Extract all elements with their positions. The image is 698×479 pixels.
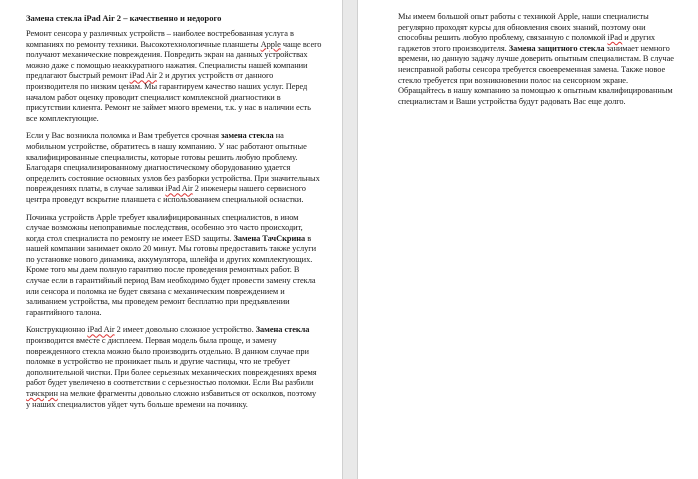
text-run: 2 имеет довольно сложное устройство.: [114, 325, 256, 335]
bold-keyword: Замена ТачСкрина: [233, 233, 306, 243]
page-right[interactable]: [358, 0, 698, 479]
text-run: на мелкие фрагменты довольно сложно избавиться от осколков, поэтому у наших специалистов уйдет чуть больше времени на починку.: [26, 389, 317, 409]
text-run: чаще всего получают механические повреждения. Повредить экран на данных устройствах можно даже с помощью неаккуратного нажатия. Специалисты нашей компании предлагают быстрый ремонт: [26, 39, 322, 81]
paragraph: [26, 131, 322, 205]
bold-keyword: Замена стекла: [255, 325, 310, 335]
spellcheck-word: iPad Air: [87, 325, 115, 335]
paragraph: [26, 29, 322, 124]
spellcheck-word: тачскрин: [26, 389, 58, 398]
text-run: производится вместе с дисплеем. Первая модель была проще, и замену поврежденного стекла можно было производить отдельно. В данном случае при поломке в устройство не проникает пыль и другие частицы, что не требует дополнительной чистки. При более серьезных механических повреждениях время работ будет увеличено в соответствии с серьезностью поломки. Если Вы разбили: [26, 336, 317, 388]
paragraph: [398, 12, 676, 107]
right-page-body: [398, 12, 676, 107]
text-run: в нашей компании занимает около 20 минут. Мы готовы предоставить также услуги по установке нового динамика, аккумулятора, шлейфа и других комплектующих. Кроме того мы даем полную гарантию после проведения ремонтных работ. В случае если в гарантийный период Вам необходимо будет провести замену стекла или сенсора и поломка не будет связана с механическим повреждением и заливанием устройства, мы проведем ремонт бесплатно при предъявлении гарантийного талона.: [26, 233, 317, 317]
text-run: Ремонт сенсора у различных устройств – наиболее востребованная услуга в компаниях по ремонту техники. Высокотехнологичные планшеты: [26, 29, 294, 49]
spellcheck-word: iPad: [607, 33, 623, 43]
text-run: и других гаджетов этого производителя.: [398, 33, 656, 53]
spellcheck-word: iPad Air: [129, 71, 157, 81]
text-run: занимает немного времени, но данную задачу лучше доверить опытным специалистам. В случае неисправной работы сенсора требуется своевременная замена. Также новое стекло требуется при возникновении полос на сенсорном экране. Обращайтесь в нашу компанию за помощью к опытным квалифицированным специалистам и Ваши устройства будут радовать Вас еще долго.: [398, 43, 674, 106]
text-run: Починка устройств Apple требует квалифицированных специалистов, в ином случае возможны непоправимые последствия, особенно это часто происходит, когда стол специалиста по ремонту не имеет ESD защиты.: [26, 212, 303, 243]
paragraph: [26, 213, 322, 319]
spellcheck-word: Apple: [260, 39, 281, 49]
text-run: 2 инженеры нашего сервисного центра проведут вскрытие планшета с использованием специальной оснастки.: [26, 184, 306, 204]
text-run: Конструкционно: [26, 325, 88, 335]
text-run: 2 и других устройств от данного производителя по низким ценам. Мы гарантируем качество наших услуг. Перед началом работ оценку проводит специалист комплексной диагностики в присутствии клиента. Ремонт не займет много времени, т.к. у нас в наличии есть все комплектующие.: [26, 71, 311, 123]
text-run: на мобильном устройстве, обратитесь в нашу компанию. У нас работают опытные квалифицированные специалисты, которые готовы решить любую проблему. Благодаря специализированному диагностическому оборудованию удается определить состояние основных узлов без разборки устройства. При значительных повреждениях платы, в случае заливки: [26, 131, 320, 194]
page-left[interactable]: [0, 0, 342, 479]
bold-keyword: Замена защитного стекла: [508, 43, 605, 53]
text-run: Мы имеем большой опыт работы с техникой Apple, наши специалисты регулярно проходят курсы для обновления своих знаний, поэтому они способны решить любую проблему, связанную с поломкой: [398, 12, 649, 43]
text-run: Если у Вас возникла поломка и Вам требуется срочная: [26, 131, 221, 141]
page-separator: [342, 0, 358, 479]
paragraph: [26, 325, 322, 410]
left-page-body: [26, 29, 322, 410]
spellcheck-word: iPad Air: [165, 184, 193, 194]
document-title: Замена стекла iPad Air 2 – качественно и недорого: [26, 13, 222, 23]
bold-keyword: замена стекла: [220, 131, 274, 141]
